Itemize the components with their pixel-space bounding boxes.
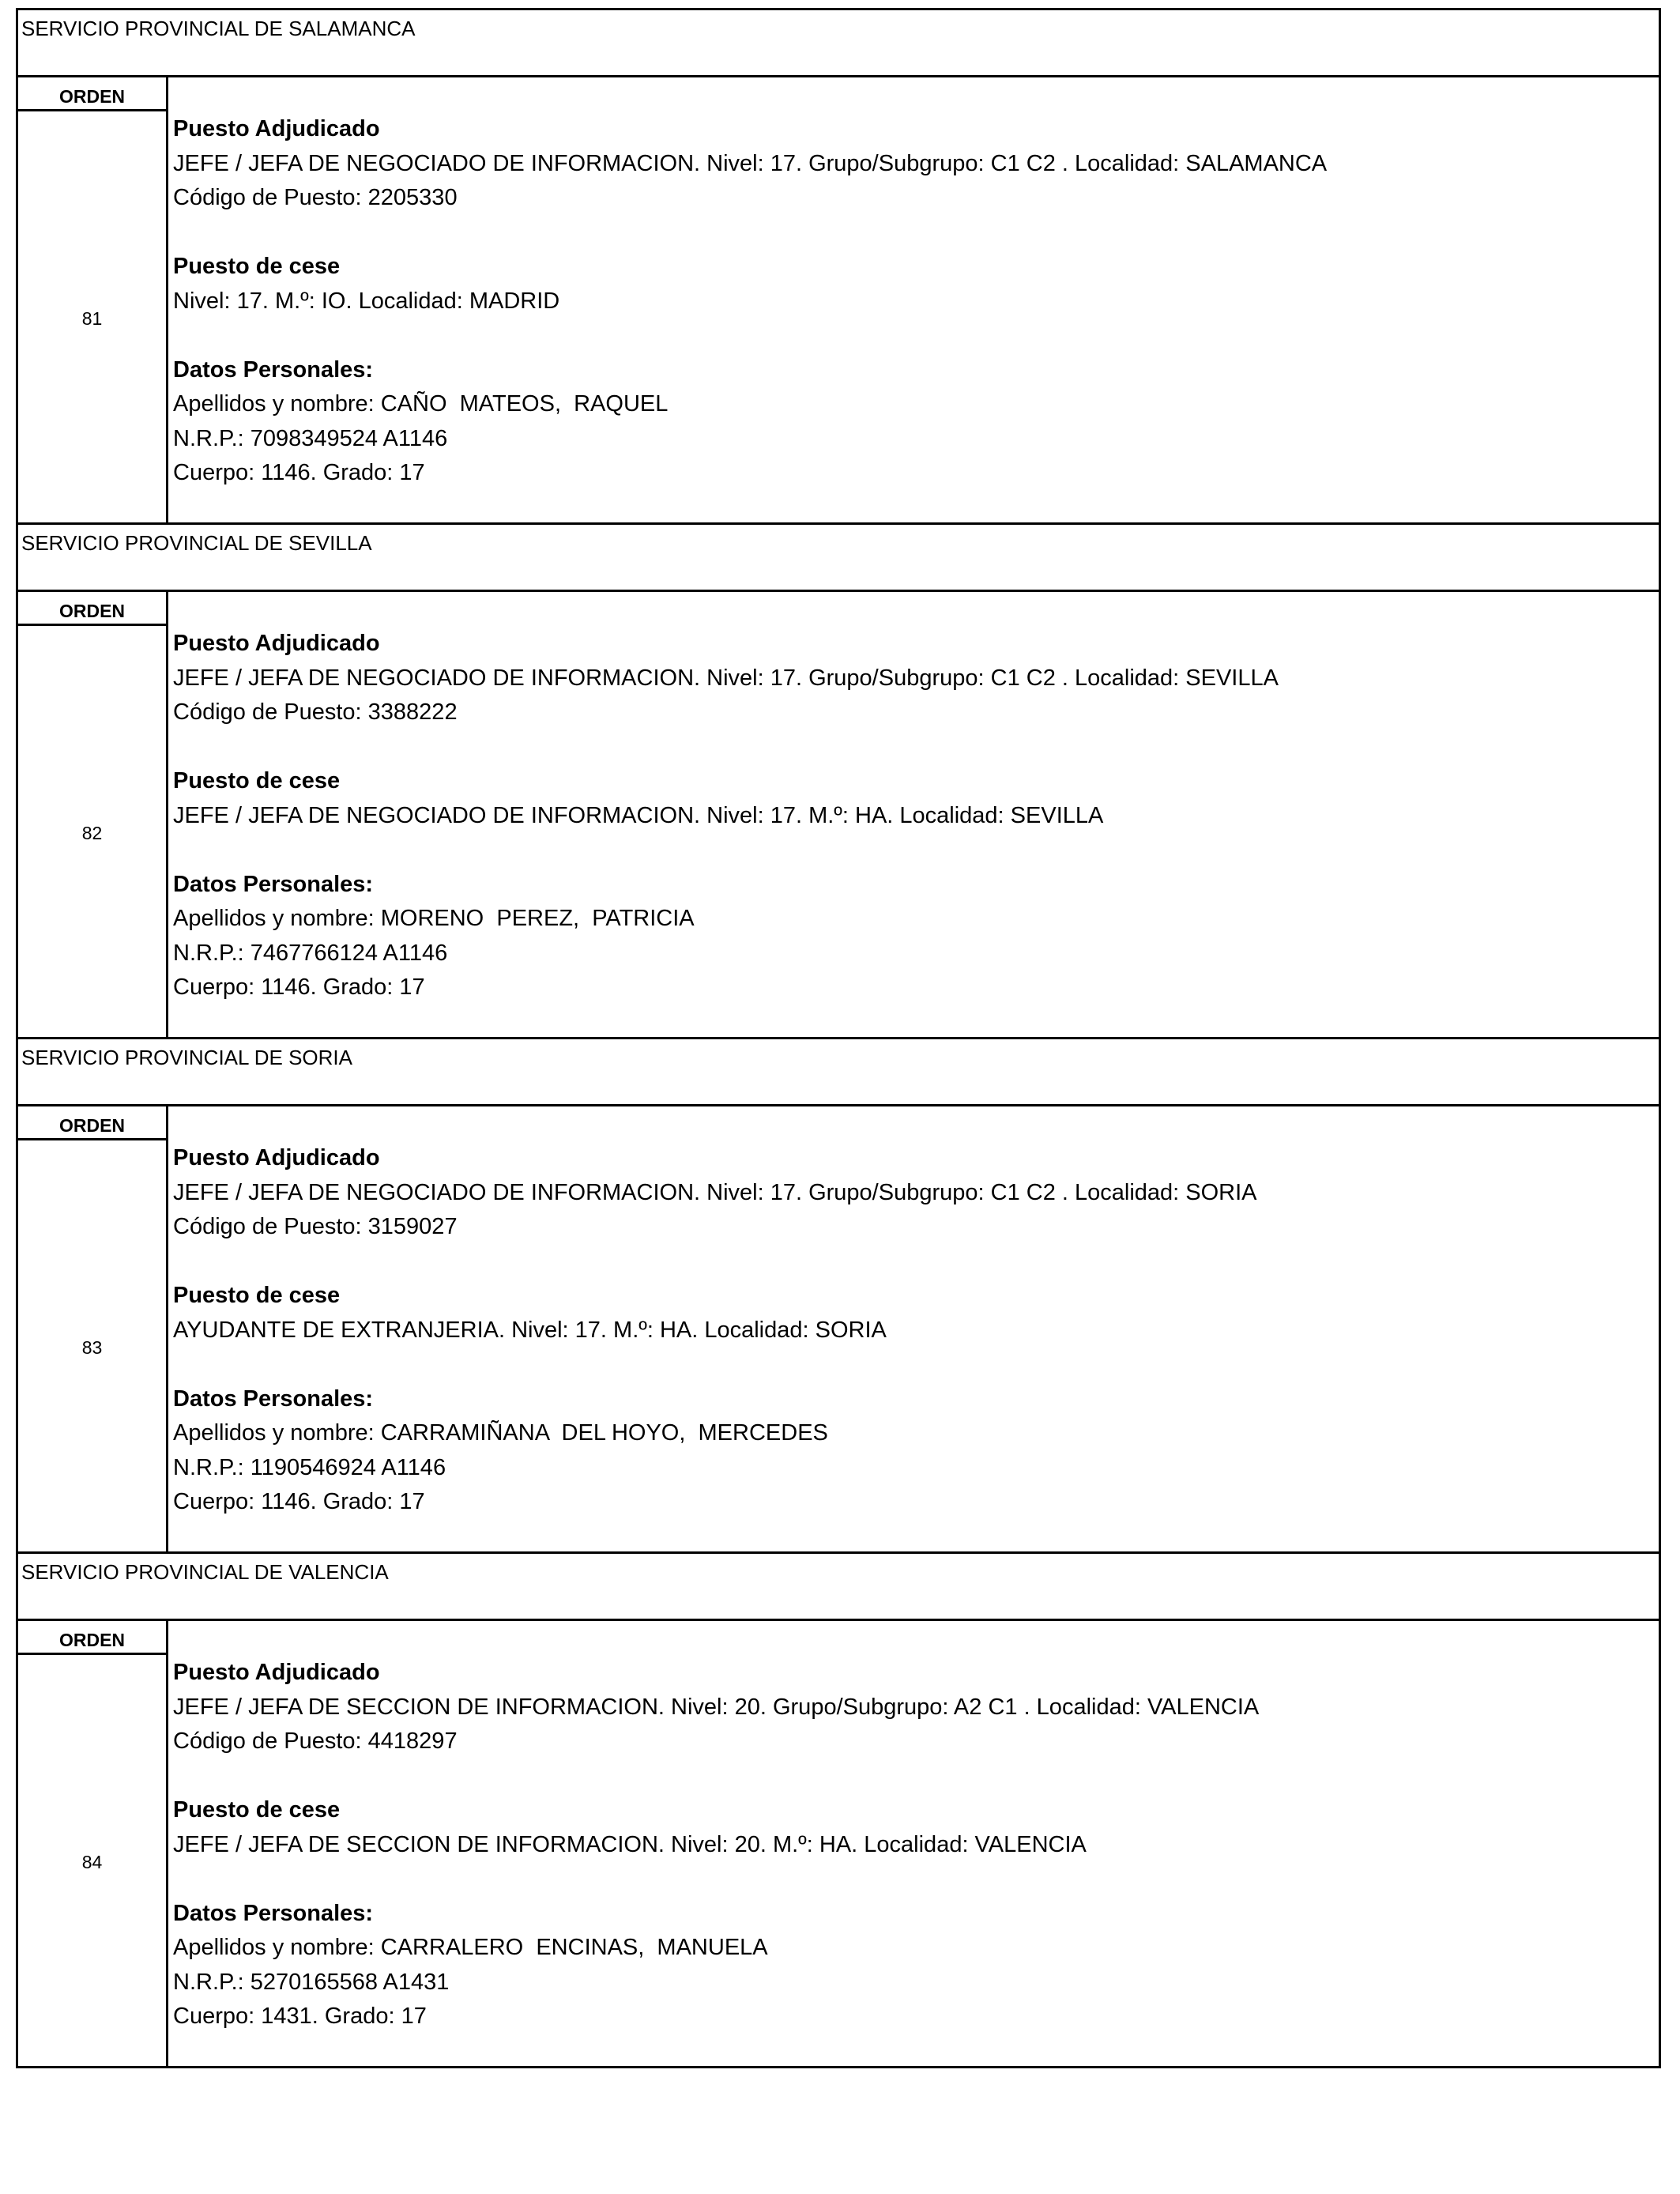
service-section bbox=[16, 1037, 1661, 1551]
service-name: SERVICIO PROVINCIAL DE VALENCIA bbox=[18, 1554, 1659, 1621]
cuerpo-grado: Cuerpo: 1146. Grado: 17 bbox=[173, 460, 425, 485]
puesto-cese-text: JEFE / JEFA DE NEGOCIADO DE INFORMACION. Nivel: 17. M.º: HA. Localidad: SEVILLA bbox=[173, 802, 1104, 828]
puesto-adjudicado-heading: Puesto Adjudicado bbox=[173, 1660, 380, 1685]
apellidos-nombre: Apellidos y nombre: CAÑO MATEOS, RAQUEL bbox=[173, 391, 669, 417]
datos-personales-heading: Datos Personales: bbox=[173, 356, 374, 383]
service-section bbox=[16, 8, 1661, 522]
service-name: SERVICIO PROVINCIAL DE SEVILLA bbox=[18, 525, 1659, 592]
orden-column bbox=[18, 1106, 168, 1551]
puesto-adjudicado-heading: Puesto Adjudicado bbox=[173, 116, 380, 141]
assignment-row bbox=[18, 1621, 1659, 2066]
assignment-details bbox=[168, 1621, 1659, 2066]
apellidos-nombre: Apellidos y nombre: MORENO PEREZ, PATRICIA bbox=[173, 906, 695, 931]
orden-number: 81 bbox=[81, 307, 103, 329]
datos-personales-heading: Datos Personales: bbox=[173, 1900, 374, 1926]
puesto-cese-text: JEFE / JEFA DE SECCION DE INFORMACION. Nivel: 20. M.º: HA. Localidad: VALENCIA bbox=[173, 1831, 1087, 1857]
datos-personales-heading: Datos Personales: bbox=[173, 1385, 374, 1412]
orden-label: ORDEN bbox=[18, 592, 166, 626]
service-name: SERVICIO PROVINCIAL DE SALAMANCA bbox=[18, 10, 1659, 77]
puesto-adjudicado-text: JEFE / JEFA DE NEGOCIADO DE INFORMACION. Nivel: 17. Grupo/Subgrupo: C1 C2 . Localidad: SORIA bbox=[173, 1179, 1257, 1205]
cuerpo-grado: Cuerpo: 1146. Grado: 17 bbox=[173, 974, 425, 1000]
orden-column bbox=[18, 1621, 168, 2066]
datos-personales-heading: Datos Personales: bbox=[173, 871, 374, 897]
service-section bbox=[16, 522, 1661, 1037]
nrp: N.R.P.: 7467766124 A1146 bbox=[173, 940, 448, 966]
orden-number: 83 bbox=[81, 1336, 103, 1358]
service-name: SERVICIO PROVINCIAL DE SORIA bbox=[18, 1039, 1659, 1106]
orden-label: ORDEN bbox=[18, 1621, 166, 1655]
orden-label: ORDEN bbox=[18, 1106, 166, 1140]
puesto-cese-text: AYUDANTE DE EXTRANJERIA. Nivel: 17. M.º: HA. Localidad: SORIA bbox=[173, 1317, 887, 1343]
codigo-puesto: Código de Puesto: 2205330 bbox=[173, 185, 458, 210]
orden-label: ORDEN bbox=[18, 77, 166, 111]
puesto-adjudicado-heading: Puesto Adjudicado bbox=[173, 1145, 380, 1171]
service-section bbox=[16, 1551, 1661, 2068]
assignment-row bbox=[18, 77, 1659, 522]
assignment-details bbox=[168, 592, 1659, 1037]
orden-number: 84 bbox=[81, 1851, 103, 1872]
puesto-adjudicado-heading: Puesto Adjudicado bbox=[173, 631, 380, 656]
puesto-adjudicado-text: JEFE / JEFA DE SECCION DE INFORMACION. Nivel: 20. Grupo/Subgrupo: A2 C1 . Localidad: VALENCIA bbox=[173, 1694, 1260, 1720]
puesto-cese-heading: Puesto de cese bbox=[173, 254, 341, 279]
puesto-adjudicado-text: JEFE / JEFA DE NEGOCIADO DE INFORMACION. Nivel: 17. Grupo/Subgrupo: C1 C2 . Localidad: SALAMANCA bbox=[173, 150, 1328, 176]
nrp: N.R.P.: 5270165568 A1431 bbox=[173, 1969, 450, 1995]
cuerpo-grado: Cuerpo: 1146. Grado: 17 bbox=[173, 1489, 425, 1514]
codigo-puesto: Código de Puesto: 3388222 bbox=[173, 699, 458, 725]
puesto-cese-heading: Puesto de cese bbox=[173, 1283, 341, 1308]
codigo-puesto: Código de Puesto: 4418297 bbox=[173, 1728, 458, 1754]
nrp: N.R.P.: 1190546924 A1146 bbox=[173, 1454, 446, 1480]
apellidos-nombre: Apellidos y nombre: CARRAMIÑANA DEL HOYO, MERCEDES bbox=[173, 1420, 828, 1446]
puesto-adjudicado-text: JEFE / JEFA DE NEGOCIADO DE INFORMACION. Nivel: 17. Grupo/Subgrupo: C1 C2 . Localidad: SEVILLA bbox=[173, 665, 1279, 691]
assignment-row bbox=[18, 592, 1659, 1037]
assignment-details bbox=[168, 77, 1659, 522]
document-table bbox=[16, 8, 1661, 2068]
orden-number: 82 bbox=[81, 822, 103, 843]
apellidos-nombre: Apellidos y nombre: CARRALERO ENCINAS, MANUELA bbox=[173, 1935, 768, 1960]
puesto-cese-heading: Puesto de cese bbox=[173, 1797, 341, 1823]
nrp: N.R.P.: 7098349524 A1146 bbox=[173, 425, 448, 451]
assignment-row bbox=[18, 1106, 1659, 1551]
orden-column bbox=[18, 592, 168, 1037]
puesto-cese-text: Nivel: 17. M.º: IO. Localidad: MADRID bbox=[173, 288, 560, 314]
cuerpo-grado: Cuerpo: 1431. Grado: 17 bbox=[173, 2004, 427, 2029]
assignment-details bbox=[168, 1106, 1659, 1551]
codigo-puesto: Código de Puesto: 3159027 bbox=[173, 1214, 458, 1239]
orden-column bbox=[18, 77, 168, 522]
puesto-cese-heading: Puesto de cese bbox=[173, 768, 341, 794]
